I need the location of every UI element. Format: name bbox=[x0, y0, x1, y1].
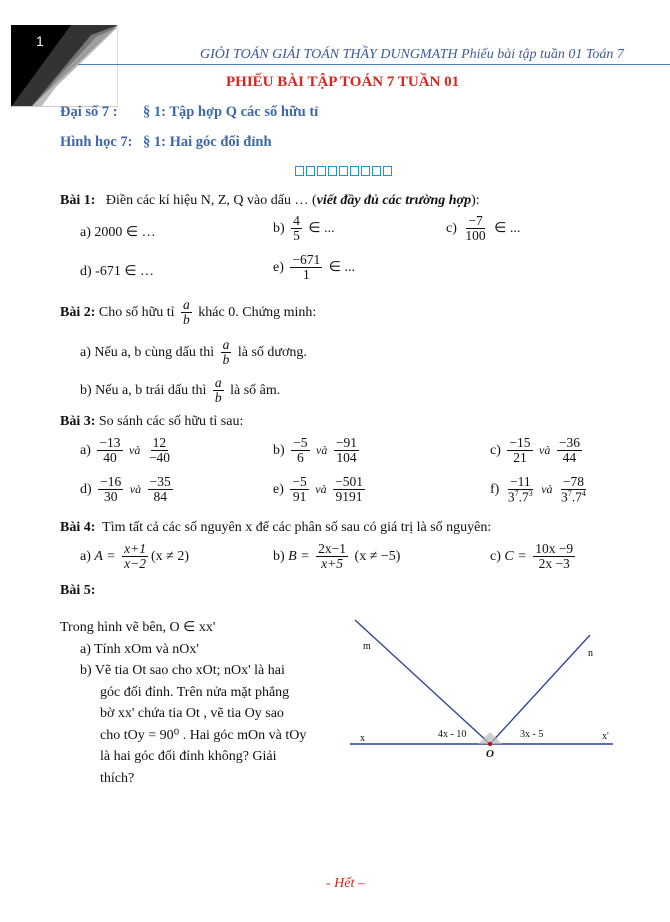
denominator: 40 bbox=[103, 450, 117, 466]
item-suffix: ∈ ... bbox=[494, 220, 521, 236]
denominator: 21 bbox=[513, 450, 527, 466]
item-suffix: ∈ ... bbox=[308, 220, 335, 236]
fraction bbox=[98, 475, 123, 504]
box-glyph bbox=[350, 166, 359, 176]
bai3-item-d bbox=[80, 475, 176, 504]
bai5-intro: Trong hình vẽ bên, O ∈ xx' bbox=[60, 620, 216, 635]
end-marker: - Hết – bbox=[326, 876, 365, 891]
denominator: −40 bbox=[148, 450, 170, 466]
numerator: −16 bbox=[100, 474, 122, 489]
item-prefix: f) bbox=[490, 482, 500, 498]
denominator: x+5 bbox=[321, 556, 344, 572]
bai4-label: Bài 4: bbox=[60, 520, 96, 535]
fraction bbox=[147, 436, 172, 465]
bai1-tail: ): bbox=[471, 193, 480, 208]
conjunction: và bbox=[129, 481, 142, 496]
numerator: 12 bbox=[152, 435, 167, 450]
numerator: −7 bbox=[468, 213, 483, 228]
item-text-after: là số âm. bbox=[230, 382, 281, 398]
item-suffix: ∈ ... bbox=[328, 259, 355, 275]
item-prefix: a) bbox=[80, 225, 91, 240]
label-x: x bbox=[360, 733, 365, 744]
exponent: 3 bbox=[528, 489, 533, 499]
denominator: b bbox=[214, 390, 222, 406]
item-text: -671 ∈ … bbox=[95, 264, 155, 279]
fraction bbox=[533, 542, 575, 571]
algebra-label: Đại số 7 : bbox=[60, 104, 118, 120]
bai2-text-after: khác 0. Chứng minh: bbox=[198, 304, 317, 320]
bai5-label: Bài 5: bbox=[60, 583, 96, 598]
numerator: −11 bbox=[509, 474, 531, 489]
bai2-heading bbox=[60, 298, 316, 327]
item-text: b) Nếu a, b trái dấu thì bbox=[80, 382, 207, 398]
fraction bbox=[291, 214, 302, 243]
numerator: 2x−1 bbox=[318, 541, 347, 556]
fraction bbox=[506, 475, 535, 505]
bai2-item-a bbox=[80, 338, 307, 367]
bai5-part-a: a) Tính xOm và nOx' bbox=[80, 641, 199, 657]
bai3-item-c bbox=[490, 436, 585, 465]
item-prefix: a) bbox=[80, 548, 91, 564]
item-prefix: d) bbox=[80, 481, 92, 497]
denominator: 9191 bbox=[335, 489, 363, 505]
denominator: 100 bbox=[465, 228, 486, 244]
ray-om bbox=[355, 620, 490, 744]
numerator: −35 bbox=[149, 474, 171, 489]
numerator: −91 bbox=[335, 435, 357, 450]
base: 7 bbox=[521, 489, 529, 505]
numerator: −5 bbox=[293, 435, 308, 450]
running-header: GIỎI TOÁN GIẢI TOÁN THẦY DUNGMATH Phiếu bài tập tuần 01 Toán 7 bbox=[200, 47, 624, 62]
bai3-item-b bbox=[273, 436, 362, 465]
fraction bbox=[290, 253, 322, 282]
bai1-heading bbox=[60, 193, 480, 209]
bai1-item-b bbox=[273, 214, 335, 243]
label-o: O bbox=[486, 748, 494, 760]
fraction bbox=[333, 475, 365, 504]
angle-label-right: 3x - 5 bbox=[520, 729, 544, 740]
item-prefix: a) bbox=[80, 442, 91, 458]
fraction bbox=[213, 376, 224, 405]
numerator: 10x −9 bbox=[535, 541, 574, 556]
fraction bbox=[507, 436, 532, 465]
bai4-heading bbox=[60, 520, 491, 536]
bai3-item-a bbox=[80, 436, 175, 465]
bai3-text: So sánh các số hữu tỉ sau: bbox=[98, 414, 244, 429]
angle-label-left: 4x - 10 bbox=[438, 729, 467, 740]
bai5-part-b-line: là hai góc đối đỉnh không? Giải bbox=[100, 749, 277, 764]
fraction bbox=[334, 436, 359, 465]
denominator: $3^7.7^3$ bbox=[507, 489, 533, 505]
geometry-topic: § 1: Hai góc đối đỉnh bbox=[143, 134, 272, 150]
label-m: m bbox=[363, 641, 371, 652]
denominator: 44 bbox=[562, 450, 577, 466]
numerator: −501 bbox=[335, 474, 363, 489]
item-prefix: c) bbox=[490, 442, 501, 458]
base: 3 bbox=[507, 489, 515, 505]
bai5-part-b-line: góc đối đỉnh. Trên nửa mặt phẳng bbox=[100, 684, 290, 700]
bai4-item-a bbox=[80, 542, 189, 571]
fraction bbox=[290, 475, 308, 504]
numerator: −13 bbox=[99, 435, 121, 450]
bai4-item-b bbox=[273, 542, 400, 571]
bai3-label: Bài 3: bbox=[60, 414, 96, 429]
corner-frame bbox=[117, 25, 118, 107]
numerator: a bbox=[183, 297, 190, 312]
bai3-item-f bbox=[490, 475, 591, 505]
denominator: x−2 bbox=[124, 556, 146, 572]
bai5-part-b-line: b) Vẽ tia Ot sao cho xOt; nOx' là hai bbox=[80, 663, 285, 678]
bai1-item-c bbox=[446, 214, 520, 243]
denominator: 30 bbox=[103, 489, 118, 505]
exponent: 7 bbox=[567, 489, 572, 499]
bai1-emphasis: viết đầy đủ các trường hợp bbox=[316, 193, 472, 208]
fraction bbox=[148, 475, 173, 504]
exponent: 4 bbox=[581, 489, 586, 499]
exponent: 7 bbox=[514, 489, 519, 499]
bai3-heading bbox=[60, 414, 243, 430]
item-prefix: e) bbox=[273, 481, 284, 497]
box-glyph bbox=[295, 166, 304, 176]
bai4-text: Tìm tất cả các số nguyên x để các phân số sau có giá trị là số nguyên: bbox=[102, 520, 492, 535]
page-title: PHIẾU BÀI TẬP TOÁN 7 TUẦN 01 bbox=[226, 74, 460, 90]
label-n: n bbox=[588, 648, 593, 659]
lhs: B = bbox=[288, 548, 310, 564]
numerator: −36 bbox=[558, 435, 580, 450]
fraction bbox=[181, 298, 192, 327]
bai1-label: Bài 1: bbox=[60, 193, 96, 208]
box-glyph bbox=[339, 166, 348, 176]
fraction bbox=[559, 475, 588, 505]
denominator: $3^7.7^4$ bbox=[561, 489, 586, 505]
bai5-part-b-line: cho tOy = 90⁰ . Hai góc mOn và tOy bbox=[100, 727, 307, 743]
point-o bbox=[488, 742, 492, 746]
conjunction: và bbox=[315, 481, 327, 496]
item-prefix: e) bbox=[273, 259, 284, 275]
bai2-text: Cho số hữu tỉ bbox=[98, 304, 175, 320]
bai2-item-b bbox=[80, 376, 280, 405]
item-text-after: là số dương. bbox=[237, 344, 307, 360]
ray-on bbox=[490, 635, 590, 744]
item-prefix: b) bbox=[273, 220, 285, 236]
conjunction: và bbox=[129, 442, 141, 457]
lhs: C = bbox=[504, 548, 527, 564]
denominator: 104 bbox=[336, 450, 357, 466]
numerator: a bbox=[214, 375, 222, 390]
denominator: 6 bbox=[296, 450, 304, 466]
denominator: 91 bbox=[292, 489, 307, 505]
geometry-label: Hình học 7: bbox=[60, 134, 133, 150]
lhs: A = bbox=[94, 548, 116, 564]
conjunction: và bbox=[539, 442, 551, 457]
base: 7 bbox=[575, 489, 582, 505]
conjunction: và bbox=[316, 442, 328, 457]
fraction bbox=[316, 542, 348, 571]
fraction bbox=[463, 214, 487, 243]
fraction bbox=[122, 542, 148, 571]
page-corner-decoration bbox=[11, 25, 118, 107]
bai3-item-e bbox=[273, 475, 368, 504]
numerator: −5 bbox=[292, 474, 307, 489]
denominator: 5 bbox=[293, 228, 300, 244]
bai1-item-d bbox=[80, 263, 154, 280]
denominator: b bbox=[222, 352, 230, 368]
denominator: 84 bbox=[153, 489, 167, 505]
base: 3 bbox=[561, 489, 568, 505]
denominator: b bbox=[183, 312, 190, 328]
numerator: x+1 bbox=[124, 541, 146, 556]
separator-boxes bbox=[295, 166, 392, 176]
fraction bbox=[291, 436, 309, 465]
box-glyph bbox=[361, 166, 370, 176]
algebra-topic: § 1: Tập hợp Q các số hữu tỉ bbox=[143, 104, 319, 120]
item-text: a) Nếu a, b cùng dấu thì bbox=[80, 344, 215, 360]
item-prefix: c) bbox=[490, 548, 501, 564]
box-glyph bbox=[306, 166, 315, 176]
fraction bbox=[221, 338, 232, 367]
bai2-label: Bài 2: bbox=[60, 304, 96, 320]
numerator: −15 bbox=[509, 435, 531, 450]
header-divider bbox=[78, 64, 670, 65]
bai5-part-b-line: bờ xx' chứa tia Ot , vẽ tia Oy sao bbox=[100, 706, 284, 721]
bai4-item-c bbox=[490, 542, 578, 571]
angle-figure bbox=[340, 610, 640, 770]
bai5-text bbox=[60, 617, 345, 789]
numerator: 4 bbox=[293, 213, 300, 228]
item-text: 2000 ∈ … bbox=[94, 225, 156, 240]
box-glyph bbox=[317, 166, 326, 176]
condition: (x ≠ 2) bbox=[151, 548, 190, 564]
item-prefix: d) bbox=[80, 264, 92, 279]
numerator: −78 bbox=[562, 474, 585, 489]
denominator: 1 bbox=[302, 267, 310, 283]
numerator: −671 bbox=[292, 252, 321, 267]
bai1-item-e bbox=[273, 253, 355, 282]
denominator: 2x −3 bbox=[538, 556, 570, 572]
bai5-part-b-line: thích? bbox=[100, 770, 135, 786]
box-glyph bbox=[372, 166, 381, 176]
fraction bbox=[97, 436, 122, 465]
conjunction: và bbox=[541, 482, 553, 497]
bai1-item-a bbox=[80, 224, 156, 241]
bai1-text: Điền các kí hiệu N, Z, Q vào dấu … ( bbox=[105, 193, 317, 208]
label-x-prime: x' bbox=[602, 731, 609, 742]
item-prefix: b) bbox=[273, 548, 285, 564]
box-glyph bbox=[328, 166, 337, 176]
numerator: a bbox=[222, 337, 230, 352]
page-number: 1 bbox=[36, 33, 44, 49]
item-prefix: c) bbox=[446, 220, 457, 236]
fraction bbox=[557, 436, 582, 465]
item-prefix: b) bbox=[273, 442, 285, 458]
condition: (x ≠ −5) bbox=[354, 548, 401, 564]
box-glyph bbox=[383, 166, 392, 176]
